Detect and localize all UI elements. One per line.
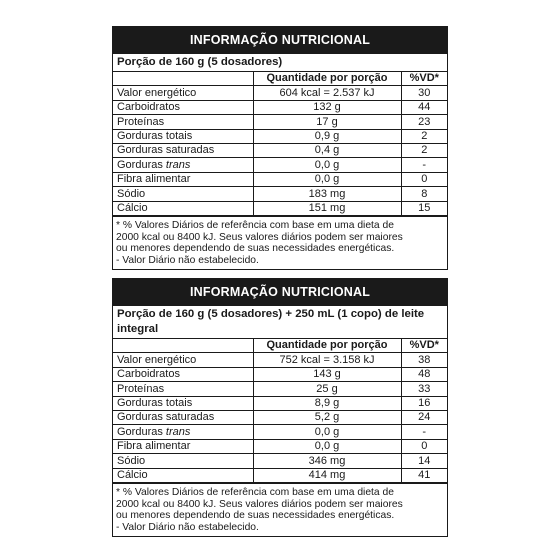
nutrient-label: Fibra alimentar xyxy=(117,173,191,186)
footnote-line: * % Valores Diários de referência com base em uma dieta de xyxy=(116,486,394,498)
quantity-per-portion: 0,0 g xyxy=(253,439,401,453)
daily-value-percent: 0 xyxy=(401,439,447,453)
table-header-row xyxy=(113,339,447,353)
table-row xyxy=(113,454,447,468)
daily-value-percent: 41 xyxy=(401,468,447,482)
nutrient-label: Cálcio xyxy=(117,202,148,214)
nutrient-name xyxy=(113,143,253,157)
table-row xyxy=(113,143,447,157)
table-row xyxy=(113,382,447,396)
nutrient-name xyxy=(113,454,253,468)
header-daily-value: %VD* xyxy=(401,339,447,353)
quantity-per-portion: 143 g xyxy=(253,367,401,381)
quantity-per-portion: 5,2 g xyxy=(253,410,401,424)
daily-value-percent: 16 xyxy=(401,396,447,410)
table-row xyxy=(113,158,447,172)
daily-value-percent: - xyxy=(401,425,447,439)
daily-value-percent: 33 xyxy=(401,382,447,396)
daily-value-percent: 48 xyxy=(401,367,447,381)
nutrient-name xyxy=(113,187,253,201)
footnote-line: - Valor Diário não estabelecido. xyxy=(116,254,259,266)
header-quantity: Quantidade por porção xyxy=(253,339,401,353)
nutrient-label: Valor energético xyxy=(117,353,197,366)
quantity-per-portion: 0,4 g xyxy=(253,143,401,157)
nutrient-label: Fibra alimentar xyxy=(117,440,191,453)
footnote-line: 2000 kcal ou 8400 kJ. Seus valores diários podem ser maiores xyxy=(116,498,403,510)
quantity-per-portion: 0,0 g xyxy=(253,158,401,172)
table-row xyxy=(113,100,447,114)
table-row xyxy=(113,396,447,410)
nutrient-label: Gorduras xyxy=(117,158,166,171)
header-nutrient xyxy=(113,72,253,86)
nutrient-name xyxy=(113,439,253,453)
footnote-line: ou menores dependendo de suas necessidades energéticas. xyxy=(116,510,395,522)
nutrient-label: Sódio xyxy=(117,187,146,200)
nutrient-label: Carboidratos xyxy=(117,368,180,381)
table-row xyxy=(113,187,447,201)
table-row xyxy=(113,439,447,453)
panel-title: INFORMAÇÃO NUTRICIONAL xyxy=(113,27,447,54)
nutrient-name xyxy=(113,410,253,424)
quantity-per-portion: 414 mg xyxy=(253,468,401,482)
table-row xyxy=(113,468,447,482)
footnote-line: * % Valores Diários de referência com base em uma dieta de xyxy=(116,219,394,231)
table-row xyxy=(113,425,447,439)
table-row xyxy=(113,129,447,143)
nutrient-label: Gorduras totais xyxy=(117,130,193,143)
nutrient-name xyxy=(113,86,253,100)
daily-value-percent: 2 xyxy=(401,143,447,157)
nutrition-panel-with-milk xyxy=(112,278,448,537)
nutrition-table xyxy=(113,339,447,483)
quantity-per-portion: 8,9 g xyxy=(253,396,401,410)
daily-value-percent: 14 xyxy=(401,454,447,468)
footnote-line: 2000 kcal ou 8400 kJ. Seus valores diários podem ser maiores xyxy=(116,231,403,243)
footnotes xyxy=(113,483,447,536)
nutrient-label: Carboidratos xyxy=(117,101,180,114)
nutrient-label: Proteínas xyxy=(117,115,165,128)
quantity-per-portion: 604 kcal = 2.537 kJ xyxy=(253,86,401,100)
nutrient-name xyxy=(113,129,253,143)
nutrient-name xyxy=(113,382,253,396)
header-nutrient xyxy=(113,339,253,353)
nutrient-name xyxy=(113,396,253,410)
footnotes xyxy=(113,216,447,269)
table-row xyxy=(113,410,447,424)
nutrition-table xyxy=(113,72,447,216)
nutrient-name xyxy=(113,201,253,215)
table-header-row xyxy=(113,72,447,86)
daily-value-percent: 30 xyxy=(401,86,447,100)
nutrition-panel-powder xyxy=(112,26,448,270)
daily-value-percent: 24 xyxy=(401,410,447,424)
footnote-line: - Valor Diário não estabelecido. xyxy=(116,521,259,533)
quantity-per-portion: 183 mg xyxy=(253,187,401,201)
nutrient-label: Proteínas xyxy=(117,382,165,395)
nutrient-label-italic: trans xyxy=(165,425,191,438)
header-daily-value: %VD* xyxy=(401,72,447,86)
nutrient-name xyxy=(113,367,253,381)
daily-value-percent: - xyxy=(401,158,447,172)
daily-value-percent: 38 xyxy=(401,353,447,367)
nutrient-name xyxy=(113,425,253,439)
nutrient-label: Valor energético xyxy=(117,86,197,99)
quantity-per-portion: 0,9 g xyxy=(253,129,401,143)
quantity-per-portion: 17 g xyxy=(253,115,401,129)
daily-value-percent: 23 xyxy=(401,115,447,129)
portion-size: Porção de 160 g (5 dosadores) + 250 mL (1 copo) de leite integral xyxy=(113,306,447,339)
header-quantity: Quantidade por porção xyxy=(253,72,401,86)
portion-size: Porção de 160 g (5 dosadores) xyxy=(113,54,447,72)
nutrient-label: Gorduras totais xyxy=(117,397,193,410)
quantity-per-portion: 151 mg xyxy=(253,201,401,215)
daily-value-percent: 15 xyxy=(401,201,447,215)
nutrient-label: Gorduras saturadas xyxy=(117,144,215,157)
table-row xyxy=(113,353,447,367)
nutrient-name xyxy=(113,353,253,367)
table-row xyxy=(113,172,447,186)
nutrient-name xyxy=(113,172,253,186)
daily-value-percent: 8 xyxy=(401,187,447,201)
daily-value-percent: 0 xyxy=(401,172,447,186)
table-row xyxy=(113,367,447,381)
quantity-per-portion: 132 g xyxy=(253,100,401,114)
quantity-per-portion: 0,0 g xyxy=(253,425,401,439)
nutrient-name xyxy=(113,115,253,129)
quantity-per-portion: 346 mg xyxy=(253,454,401,468)
nutrient-label-italic: trans xyxy=(165,158,191,171)
panel-title: INFORMAÇÃO NUTRICIONAL xyxy=(113,279,447,306)
daily-value-percent: 2 xyxy=(401,129,447,143)
quantity-per-portion: 0,0 g xyxy=(253,172,401,186)
nutrient-label: Sódio xyxy=(117,454,146,467)
nutrient-name xyxy=(113,468,253,482)
table-row xyxy=(113,115,447,129)
nutrient-name xyxy=(113,100,253,114)
footnote-line: ou menores dependendo de suas necessidades energéticas. xyxy=(116,243,395,255)
nutrient-label: Cálcio xyxy=(117,469,148,481)
table-row xyxy=(113,201,447,215)
nutrient-label: Gorduras saturadas xyxy=(117,411,215,424)
quantity-per-portion: 752 kcal = 3.158 kJ xyxy=(253,353,401,367)
nutrient-label: Gorduras xyxy=(117,425,166,438)
daily-value-percent: 44 xyxy=(401,100,447,114)
table-row xyxy=(113,86,447,100)
quantity-per-portion: 25 g xyxy=(253,382,401,396)
nutrient-name xyxy=(113,158,253,172)
